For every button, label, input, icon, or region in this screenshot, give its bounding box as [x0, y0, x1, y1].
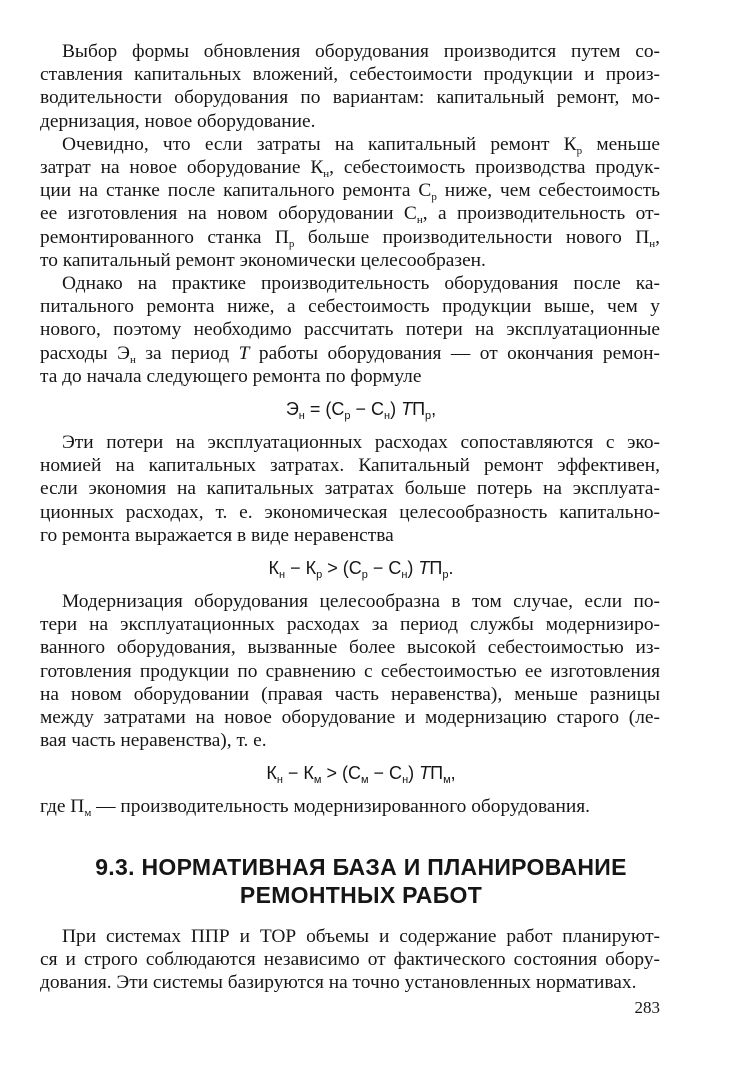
paragraph-1 — [40, 40, 660, 133]
text-line: Однако на практике производительность оборудования после ка- — [62, 273, 660, 295]
formula-1: $Э_н = (С_р - С_н)$ $ТП_р$, — [285, 399, 437, 423]
heading-line-1: 9.3. НОРМАТИВНАЯ БАЗА И ПЛАНИРОВАНИЕ — [95, 853, 627, 880]
text-line: ции на станке после капитального ремонта $С_р$ ниже, чем себестоимость — [40, 180, 660, 204]
paragraph-2 — [40, 133, 661, 272]
paragraph-5 — [40, 590, 660, 752]
text-line: Модернизация оборудования целесообразна в том случае, если по- — [62, 591, 660, 613]
text-line: ванного оборудования, вызванные более высокой себестоимостью из- — [40, 637, 660, 659]
text-line: то капитальный ремонт экономически целесообразен. — [40, 249, 486, 271]
text-line: та до начала следующего ремонта по формуле — [40, 365, 422, 387]
text-line: затрат на новое оборудование $К_н$, себестоимость производства продук- — [40, 157, 661, 181]
text-line: где $П_м$ — производительность модернизированного оборудования. — [40, 796, 590, 820]
text-line: готовления продукции по сравнению с себестоимостью ее изготовления — [40, 660, 660, 682]
text-line: вая часть неравенства), т. е. — [40, 730, 267, 752]
formula-2: $К_н - К_р > (С_р - С_н)$ $ТП_р$. — [268, 558, 454, 582]
page-number: 283 — [634, 998, 660, 1017]
heading-line-2: РЕМОНТНЫХ РАБОТ — [239, 881, 483, 908]
text-line: ремонтированного станка $П_р$ больше производительности нового $П_н$, — [40, 226, 660, 250]
text-line: питального ремонта ниже, а себестоимость продукции выше, чем у — [40, 296, 660, 318]
text-line: го ремонта выражается в виде неравенства — [40, 524, 394, 546]
text-line: дернизация, новое оборудование. — [40, 110, 316, 132]
text-line: нового, поэтому необходимо рассчитать потери на эксплуатационные — [40, 319, 660, 341]
text-line: Очевидно, что если затраты на капитальный ремонт $К_р$ меньше — [62, 133, 661, 157]
text-line: ставления капитальных вложений, себестоимости продукции и произ- — [40, 64, 660, 86]
text-line: ционных расходах, т. е. экономическая целесообразность капитально- — [40, 501, 660, 523]
text-line: Эти потери на эксплуатационных расходах сопоставляются с эко- — [62, 432, 660, 454]
text-line: номией на капитальных затратах. Капитальный ремонт эффективен, — [40, 455, 660, 477]
text-line: ся и строго соблюдаются независимо от фактического состояния обору- — [40, 948, 660, 970]
text-line: ее изготовления на новом оборудовании $С_н$, а производительность от- — [40, 203, 660, 227]
text-line: При системах ППР и ТОР объемы и содержание работ планируют- — [62, 925, 660, 947]
formula-3: $К_н - К_м > (С_м - С_н)$ $ТП_м$, — [266, 763, 456, 787]
paragraph-3 — [40, 272, 661, 388]
text-line: если экономия на капитальных затратах больше потерь на эксплуата- — [40, 478, 660, 500]
text-line: дования. Эти системы базируются на точно установленных нормативах. — [40, 972, 637, 994]
paragraph-7 — [40, 925, 660, 995]
section-heading — [62, 853, 660, 909]
text-line: тери на эксплуатационных расходах за период службы модернизиро- — [40, 614, 660, 636]
text-column — [40, 40, 661, 994]
text-line: Выбор формы обновления оборудования производится путем со- — [62, 41, 660, 62]
text-line: на новом оборудовании (правая часть неравенства), меньше разницы — [40, 683, 660, 705]
paragraph-4 — [40, 431, 660, 547]
text-line: между затратами на новое оборудование и модернизацию старого (ле- — [40, 707, 660, 729]
text-line: расходы $Э_н$ за период Т работы оборудования — от окончания ремон- — [40, 342, 661, 366]
text-line: водительности оборудования по вариантам: капитальный ремонт, мо- — [40, 87, 660, 109]
paragraph-6 — [40, 795, 660, 818]
